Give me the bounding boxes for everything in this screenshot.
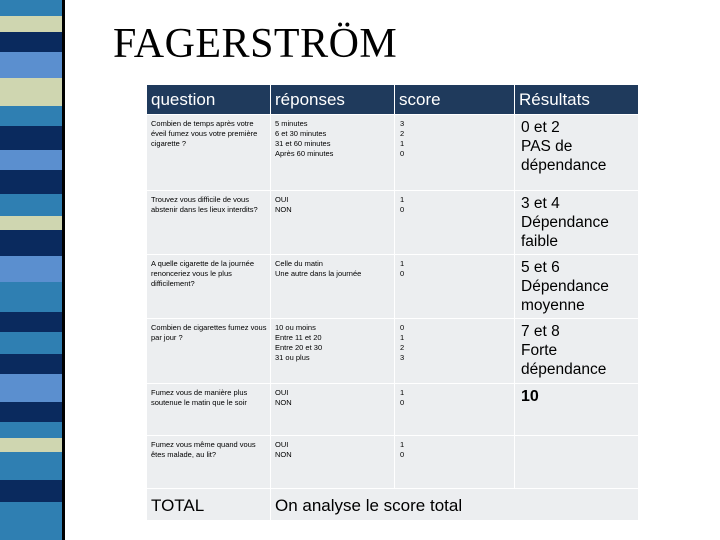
score: 1 [400, 259, 405, 268]
score-cell [395, 255, 515, 319]
answer: NON [275, 205, 292, 214]
answer: OUI [275, 195, 289, 204]
result-cell [515, 115, 639, 191]
answer: Après 60 minutes [275, 149, 334, 158]
total-text: On analyse le score total [271, 489, 639, 521]
score: 0 [400, 323, 405, 332]
score-cell [395, 191, 515, 255]
score-cell [395, 436, 515, 489]
result-cell [515, 191, 639, 255]
answers-cell [271, 319, 395, 384]
question-cell: Combien de temps après votre éveil fumez vous votre première cigarette ? [147, 115, 271, 191]
result-line: 3 et 4 [521, 195, 560, 212]
result-line: moyenne [521, 297, 585, 314]
result-line: PAS de [521, 138, 573, 155]
page-title: FAGERSTRÖM [113, 21, 398, 67]
result-line: dépendance [521, 157, 607, 174]
answer: 31 et 60 minutes [275, 139, 331, 148]
result-line: 0 et 2 [521, 119, 560, 136]
table-footer-row [147, 489, 639, 521]
answers-cell [271, 255, 395, 319]
question-cell: Fumez vous même quand vous êtes malade, au lit? [147, 436, 271, 489]
result-line: dépendance [521, 361, 607, 378]
result-line: 10 [521, 388, 539, 405]
table-row [147, 384, 639, 436]
header-question: question [147, 85, 271, 115]
question-cell: Fumez vous de manière plus soutenue le matin que le soir [147, 384, 271, 436]
question-cell: Trouvez vous difficile de vous abstenir dans les lieux interdits? [147, 191, 271, 255]
answers-cell [271, 436, 395, 489]
header-answers: réponses [271, 85, 395, 115]
score: 1 [400, 388, 405, 397]
score: 0 [400, 205, 405, 214]
header-results: Résultats [515, 85, 639, 115]
total-label: TOTAL [147, 489, 271, 521]
score: 0 [400, 398, 405, 407]
score-cell [395, 319, 515, 384]
answers-cell [271, 115, 395, 191]
result-line: 7 et 8 [521, 323, 560, 340]
result-line: 5 et 6 [521, 259, 560, 276]
score: 1 [400, 139, 405, 148]
answer: OUI [275, 440, 289, 449]
result-line: Forte [521, 342, 558, 359]
score: 2 [400, 343, 405, 352]
answer: Entre 20 et 30 [275, 343, 323, 352]
result-line: faible [521, 233, 559, 250]
result-cell [515, 319, 639, 384]
header-score: score [395, 85, 515, 115]
score: 3 [400, 119, 405, 128]
answer: NON [275, 450, 292, 459]
table-header-row [147, 85, 639, 115]
answers-cell [271, 384, 395, 436]
answer: 5 minutes [275, 119, 308, 128]
score: 3 [400, 353, 405, 362]
answers-cell [271, 191, 395, 255]
result-cell-empty [515, 436, 639, 489]
answer: Entre 11 et 20 [275, 333, 322, 342]
score-cell [395, 115, 515, 191]
answer: 6 et 30 minutes [275, 129, 327, 138]
table-row [147, 115, 639, 191]
score: 0 [400, 149, 405, 158]
answer: NON [275, 398, 292, 407]
score: 1 [400, 333, 405, 342]
answer: 10 ou moins [275, 323, 316, 332]
result-line: Dépendance [521, 214, 609, 231]
fagerstrom-table [146, 84, 639, 521]
result-cell [515, 255, 639, 319]
score: 2 [400, 129, 405, 138]
answer: 31 ou plus [275, 353, 310, 362]
result-cell [515, 384, 639, 436]
table-row [147, 436, 639, 489]
score: 0 [400, 450, 405, 459]
score: 1 [400, 195, 405, 204]
decorative-stripe [0, 0, 62, 540]
table-row [147, 191, 639, 255]
result-line: Dépendance [521, 278, 609, 295]
question-cell: A quelle cigarette de la journée renonceriez vous le plus difficilement? [147, 255, 271, 319]
score: 1 [400, 440, 405, 449]
question-cell: Combien de cigarettes fumez vous par jour ? [147, 319, 271, 384]
table-row [147, 255, 639, 319]
answer: Une autre dans la journée [275, 269, 362, 278]
answer: OUI [275, 388, 289, 397]
table-row [147, 319, 639, 384]
score-cell [395, 384, 515, 436]
stripe-edge [62, 0, 65, 540]
answer: Celle du matin [275, 259, 323, 268]
score: 0 [400, 269, 405, 278]
